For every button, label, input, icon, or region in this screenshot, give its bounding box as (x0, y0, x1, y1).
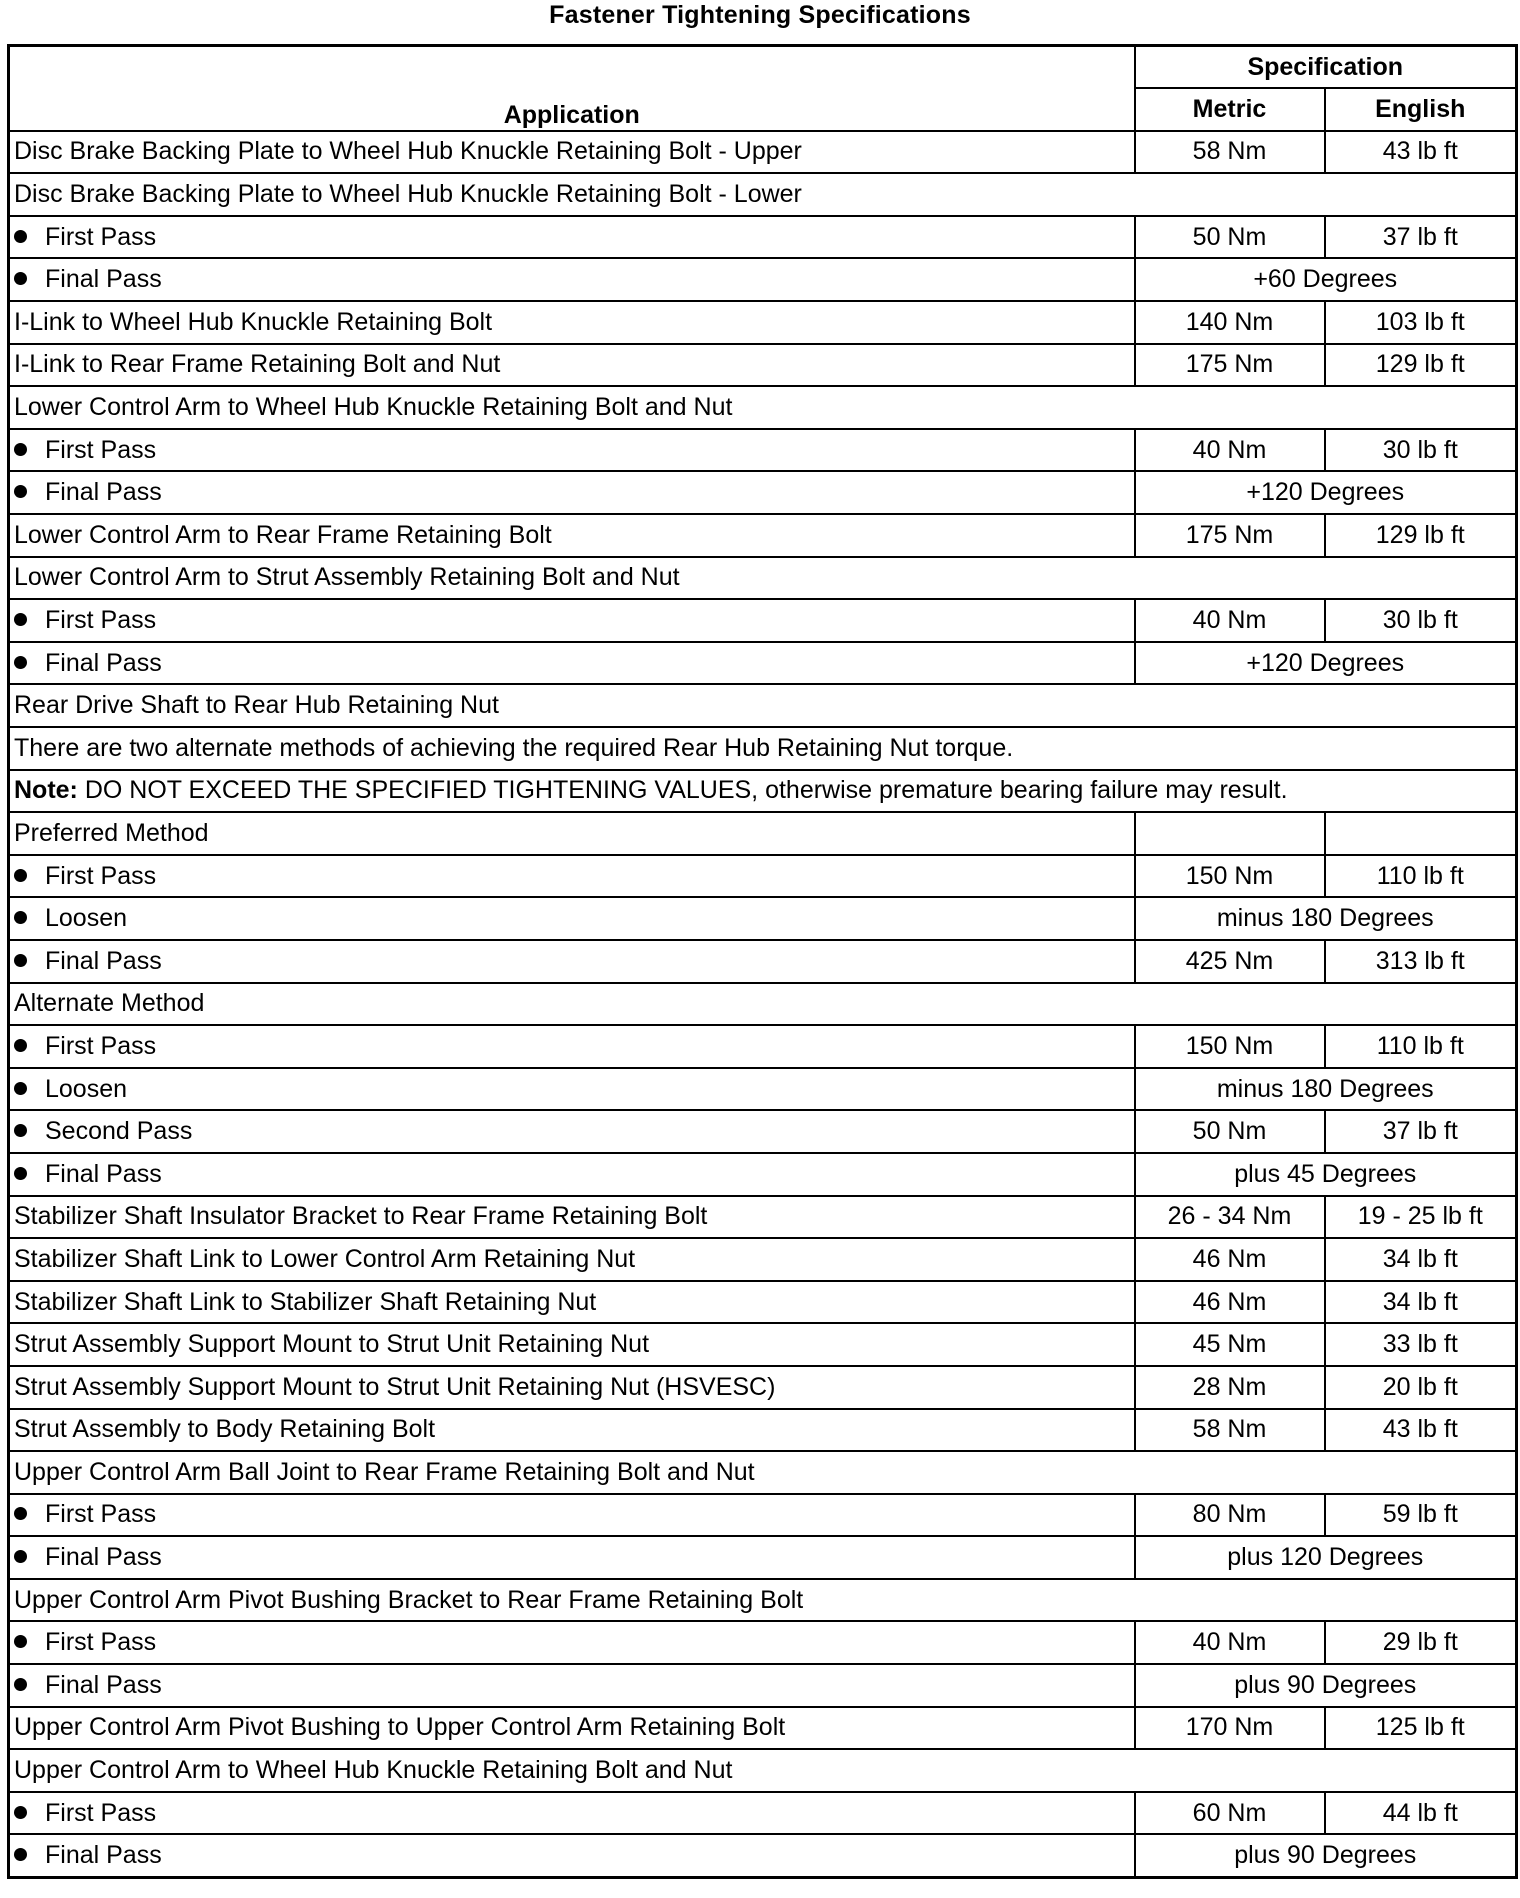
note-label: Note: (14, 776, 78, 805)
english-cell: 30 lb ft (1325, 429, 1517, 472)
table-row (9, 855, 1517, 898)
application-cell: Disc Brake Backing Plate to Wheel Hub Knuckle Retaining Bolt - Upper (9, 131, 1135, 174)
spec-value-cell: minus 180 Degrees (1135, 1068, 1517, 1111)
bullet-icon (14, 1678, 27, 1691)
table-row (9, 557, 1517, 600)
table-row (9, 770, 1517, 813)
table-row (9, 1196, 1517, 1239)
english-cell: 59 lb ft (1325, 1494, 1517, 1537)
metric-cell: 150 Nm (1135, 1025, 1325, 1068)
application-cell (9, 1834, 1135, 1877)
metric-cell (1135, 812, 1325, 855)
step-label: Final Pass (45, 648, 162, 677)
metric-cell: 46 Nm (1135, 1281, 1325, 1324)
step-label: Final Pass (45, 265, 162, 294)
application-cell: Strut Assembly Support Mount to Strut Unit Retaining Nut (9, 1323, 1135, 1366)
table-row (9, 642, 1517, 685)
application-cell: Stabilizer Shaft Insulator Bracket to Rear Frame Retaining Bolt (9, 1196, 1135, 1239)
application-cell (9, 1068, 1135, 1111)
table-row (9, 940, 1517, 983)
english-cell: 313 lb ft (1325, 940, 1517, 983)
step-label: Final Pass (45, 1159, 162, 1188)
step-label: Final Pass (45, 1543, 162, 1572)
table-row (9, 727, 1517, 770)
english-cell: 20 lb ft (1325, 1366, 1517, 1409)
english-cell: 34 lb ft (1325, 1281, 1517, 1324)
metric-cell: 175 Nm (1135, 344, 1325, 387)
application-cell: I-Link to Rear Frame Retaining Bolt and Nut (9, 344, 1135, 387)
table-row (9, 1664, 1517, 1707)
table-row (9, 1409, 1517, 1452)
step-label: First Pass (45, 606, 157, 635)
table-row (9, 1281, 1517, 1324)
table-row (9, 1238, 1517, 1281)
application-cell (9, 1792, 1135, 1835)
step-label: Final Pass (45, 1670, 162, 1699)
english-cell: 33 lb ft (1325, 1323, 1517, 1366)
english-cell: 34 lb ft (1325, 1238, 1517, 1281)
metric-cell: 425 Nm (1135, 940, 1325, 983)
table-row (9, 1068, 1517, 1111)
table-row (9, 1451, 1517, 1494)
english-cell: 37 lb ft (1325, 216, 1517, 259)
application-cell: Preferred Method (9, 812, 1135, 855)
bullet-icon (14, 1806, 27, 1819)
application-cell (9, 642, 1135, 685)
application-cell: Upper Control Arm Pivot Bushing to Upper Control Arm Retaining Bolt (9, 1707, 1135, 1750)
table-row (9, 1579, 1517, 1622)
step-label: First Pass (45, 861, 157, 890)
application-cell (9, 1110, 1135, 1153)
application-header: Application (9, 46, 1135, 131)
bullet-icon (14, 1167, 27, 1180)
table-row (9, 258, 1517, 301)
application-cell: Stabilizer Shaft Link to Lower Control Arm Retaining Nut (9, 1238, 1135, 1281)
application-cell: Lower Control Arm to Rear Frame Retaining Bolt (9, 514, 1135, 557)
table-row (9, 1025, 1517, 1068)
table-row (9, 1536, 1517, 1579)
table-row (9, 1494, 1517, 1537)
table-row (9, 514, 1517, 557)
bullet-icon (14, 443, 27, 456)
caution-note (9, 770, 1517, 813)
fastener-spec-table (7, 44, 1518, 1879)
table-row (9, 812, 1517, 855)
application-cell: I-Link to Wheel Hub Knuckle Retaining Bolt (9, 301, 1135, 344)
table-row (9, 983, 1517, 1026)
metric-cell: 150 Nm (1135, 855, 1325, 898)
table-row (9, 1749, 1517, 1792)
table-row (9, 1153, 1517, 1196)
step-label: First Pass (45, 1500, 157, 1529)
spec-value-cell: +60 Degrees (1135, 258, 1517, 301)
metric-header: Metric (1135, 88, 1325, 131)
metric-cell: 175 Nm (1135, 514, 1325, 557)
english-cell: 43 lb ft (1325, 1409, 1517, 1452)
bullet-icon (14, 869, 27, 882)
metric-cell: 28 Nm (1135, 1366, 1325, 1409)
spec-value-cell: plus 90 Degrees (1135, 1834, 1517, 1877)
step-label: Second Pass (45, 1117, 193, 1146)
english-cell: 129 lb ft (1325, 514, 1517, 557)
metric-cell: 40 Nm (1135, 599, 1325, 642)
metric-cell: 46 Nm (1135, 1238, 1325, 1281)
step-label: Final Pass (45, 1840, 162, 1869)
application-cell (9, 429, 1135, 472)
application-cell (9, 471, 1135, 514)
table-row (9, 1323, 1517, 1366)
page-title: Fastener Tightening Specifications (549, 1, 971, 29)
table-row (9, 684, 1517, 727)
bullet-icon (14, 613, 27, 626)
english-cell: 103 lb ft (1325, 301, 1517, 344)
bullet-icon (14, 485, 27, 498)
application-cell (9, 1621, 1135, 1664)
application-cell (9, 1153, 1135, 1196)
application-cell: Disc Brake Backing Plate to Wheel Hub Knuckle Retaining Bolt - Lower (9, 173, 1517, 216)
metric-cell: 40 Nm (1135, 1621, 1325, 1664)
table-row (9, 1366, 1517, 1409)
application-cell: Upper Control Arm Ball Joint to Rear Frame Retaining Bolt and Nut (9, 1451, 1517, 1494)
header-row-top (9, 46, 1517, 89)
english-header: English (1325, 88, 1517, 131)
table-row (9, 1834, 1517, 1877)
spec-value-cell: plus 45 Degrees (1135, 1153, 1517, 1196)
table-row (9, 429, 1517, 472)
english-cell: 110 lb ft (1325, 1025, 1517, 1068)
application-cell (9, 1664, 1135, 1707)
table-row (9, 599, 1517, 642)
step-label: Final Pass (45, 946, 162, 975)
bullet-icon (14, 272, 27, 285)
table-row (9, 897, 1517, 940)
metric-cell: 26 - 34 Nm (1135, 1196, 1325, 1239)
metric-cell: 50 Nm (1135, 1110, 1325, 1153)
procedure-info-text: There are two alternate methods of achieving the required Rear Hub Retaining Nut torque. (9, 727, 1517, 770)
application-cell (9, 940, 1135, 983)
english-cell: 129 lb ft (1325, 344, 1517, 387)
english-cell: 125 lb ft (1325, 1707, 1517, 1750)
metric-cell: 140 Nm (1135, 301, 1325, 344)
spec-value-cell: plus 120 Degrees (1135, 1536, 1517, 1579)
application-cell: Upper Control Arm Pivot Bushing Bracket to Rear Frame Retaining Bolt (9, 1579, 1517, 1622)
bullet-icon (14, 1039, 27, 1052)
step-label: Final Pass (45, 478, 162, 507)
english-cell: 43 lb ft (1325, 131, 1517, 174)
application-cell: Upper Control Arm to Wheel Hub Knuckle Retaining Bolt and Nut (9, 1749, 1517, 1792)
spec-value-cell: +120 Degrees (1135, 471, 1517, 514)
english-cell: 29 lb ft (1325, 1621, 1517, 1664)
bullet-icon (14, 1635, 27, 1648)
english-cell: 19 - 25 lb ft (1325, 1196, 1517, 1239)
application-cell (9, 216, 1135, 259)
bullet-icon (14, 1124, 27, 1137)
english-cell: 110 lb ft (1325, 855, 1517, 898)
metric-cell: 58 Nm (1135, 1409, 1325, 1452)
metric-cell: 60 Nm (1135, 1792, 1325, 1835)
application-cell: Alternate Method (9, 983, 1517, 1026)
table-row (9, 301, 1517, 344)
metric-cell: 80 Nm (1135, 1494, 1325, 1537)
table-row (9, 131, 1517, 174)
note-text: DO NOT EXCEED THE SPECIFIED TIGHTENING VALUES, otherwise premature bearing failure may result. (84, 776, 1288, 805)
spec-value-cell: +120 Degrees (1135, 642, 1517, 685)
bullet-icon (14, 656, 27, 669)
spec-value-cell: plus 90 Degrees (1135, 1664, 1517, 1707)
table-row (9, 1621, 1517, 1664)
english-cell: 44 lb ft (1325, 1792, 1517, 1835)
metric-cell: 170 Nm (1135, 1707, 1325, 1750)
table-row (9, 1707, 1517, 1750)
bullet-icon (14, 1507, 27, 1520)
metric-cell: 45 Nm (1135, 1323, 1325, 1366)
spec-value-cell: minus 180 Degrees (1135, 897, 1517, 940)
english-cell: 37 lb ft (1325, 1110, 1517, 1153)
application-cell (9, 1494, 1135, 1537)
step-label: First Pass (45, 222, 157, 251)
application-cell (9, 897, 1135, 940)
bullet-icon (14, 230, 27, 243)
bullet-icon (14, 1848, 27, 1861)
application-cell (9, 599, 1135, 642)
english-cell: 30 lb ft (1325, 599, 1517, 642)
metric-cell: 58 Nm (1135, 131, 1325, 174)
application-cell (9, 1025, 1135, 1068)
step-label: First Pass (45, 1628, 157, 1657)
application-cell (9, 1536, 1135, 1579)
step-label: First Pass (45, 1031, 157, 1060)
specification-header: Specification (1135, 46, 1517, 89)
metric-cell: 50 Nm (1135, 216, 1325, 259)
bullet-icon (14, 1082, 27, 1095)
table-row (9, 173, 1517, 216)
step-label: Loosen (45, 1074, 128, 1103)
bullet-icon (14, 911, 27, 924)
application-cell: Lower Control Arm to Strut Assembly Retaining Bolt and Nut (9, 557, 1517, 600)
bullet-icon (14, 954, 27, 967)
table-row (9, 344, 1517, 387)
table-row (9, 471, 1517, 514)
english-cell (1325, 812, 1517, 855)
application-cell (9, 855, 1135, 898)
application-cell: Stabilizer Shaft Link to Stabilizer Shaft Retaining Nut (9, 1281, 1135, 1324)
application-cell: Strut Assembly Support Mount to Strut Unit Retaining Nut (HSVESC) (9, 1366, 1135, 1409)
step-label: Loosen (45, 904, 128, 933)
table-row (9, 1110, 1517, 1153)
application-cell: Rear Drive Shaft to Rear Hub Retaining Nut (9, 684, 1517, 727)
step-label: First Pass (45, 1798, 157, 1827)
bullet-icon (14, 1550, 27, 1563)
table-row (9, 1792, 1517, 1835)
application-cell (9, 258, 1135, 301)
metric-cell: 40 Nm (1135, 429, 1325, 472)
table-row (9, 216, 1517, 259)
application-cell: Strut Assembly to Body Retaining Bolt (9, 1409, 1135, 1452)
table-row (9, 386, 1517, 429)
application-cell: Lower Control Arm to Wheel Hub Knuckle Retaining Bolt and Nut (9, 386, 1517, 429)
step-label: First Pass (45, 435, 157, 464)
